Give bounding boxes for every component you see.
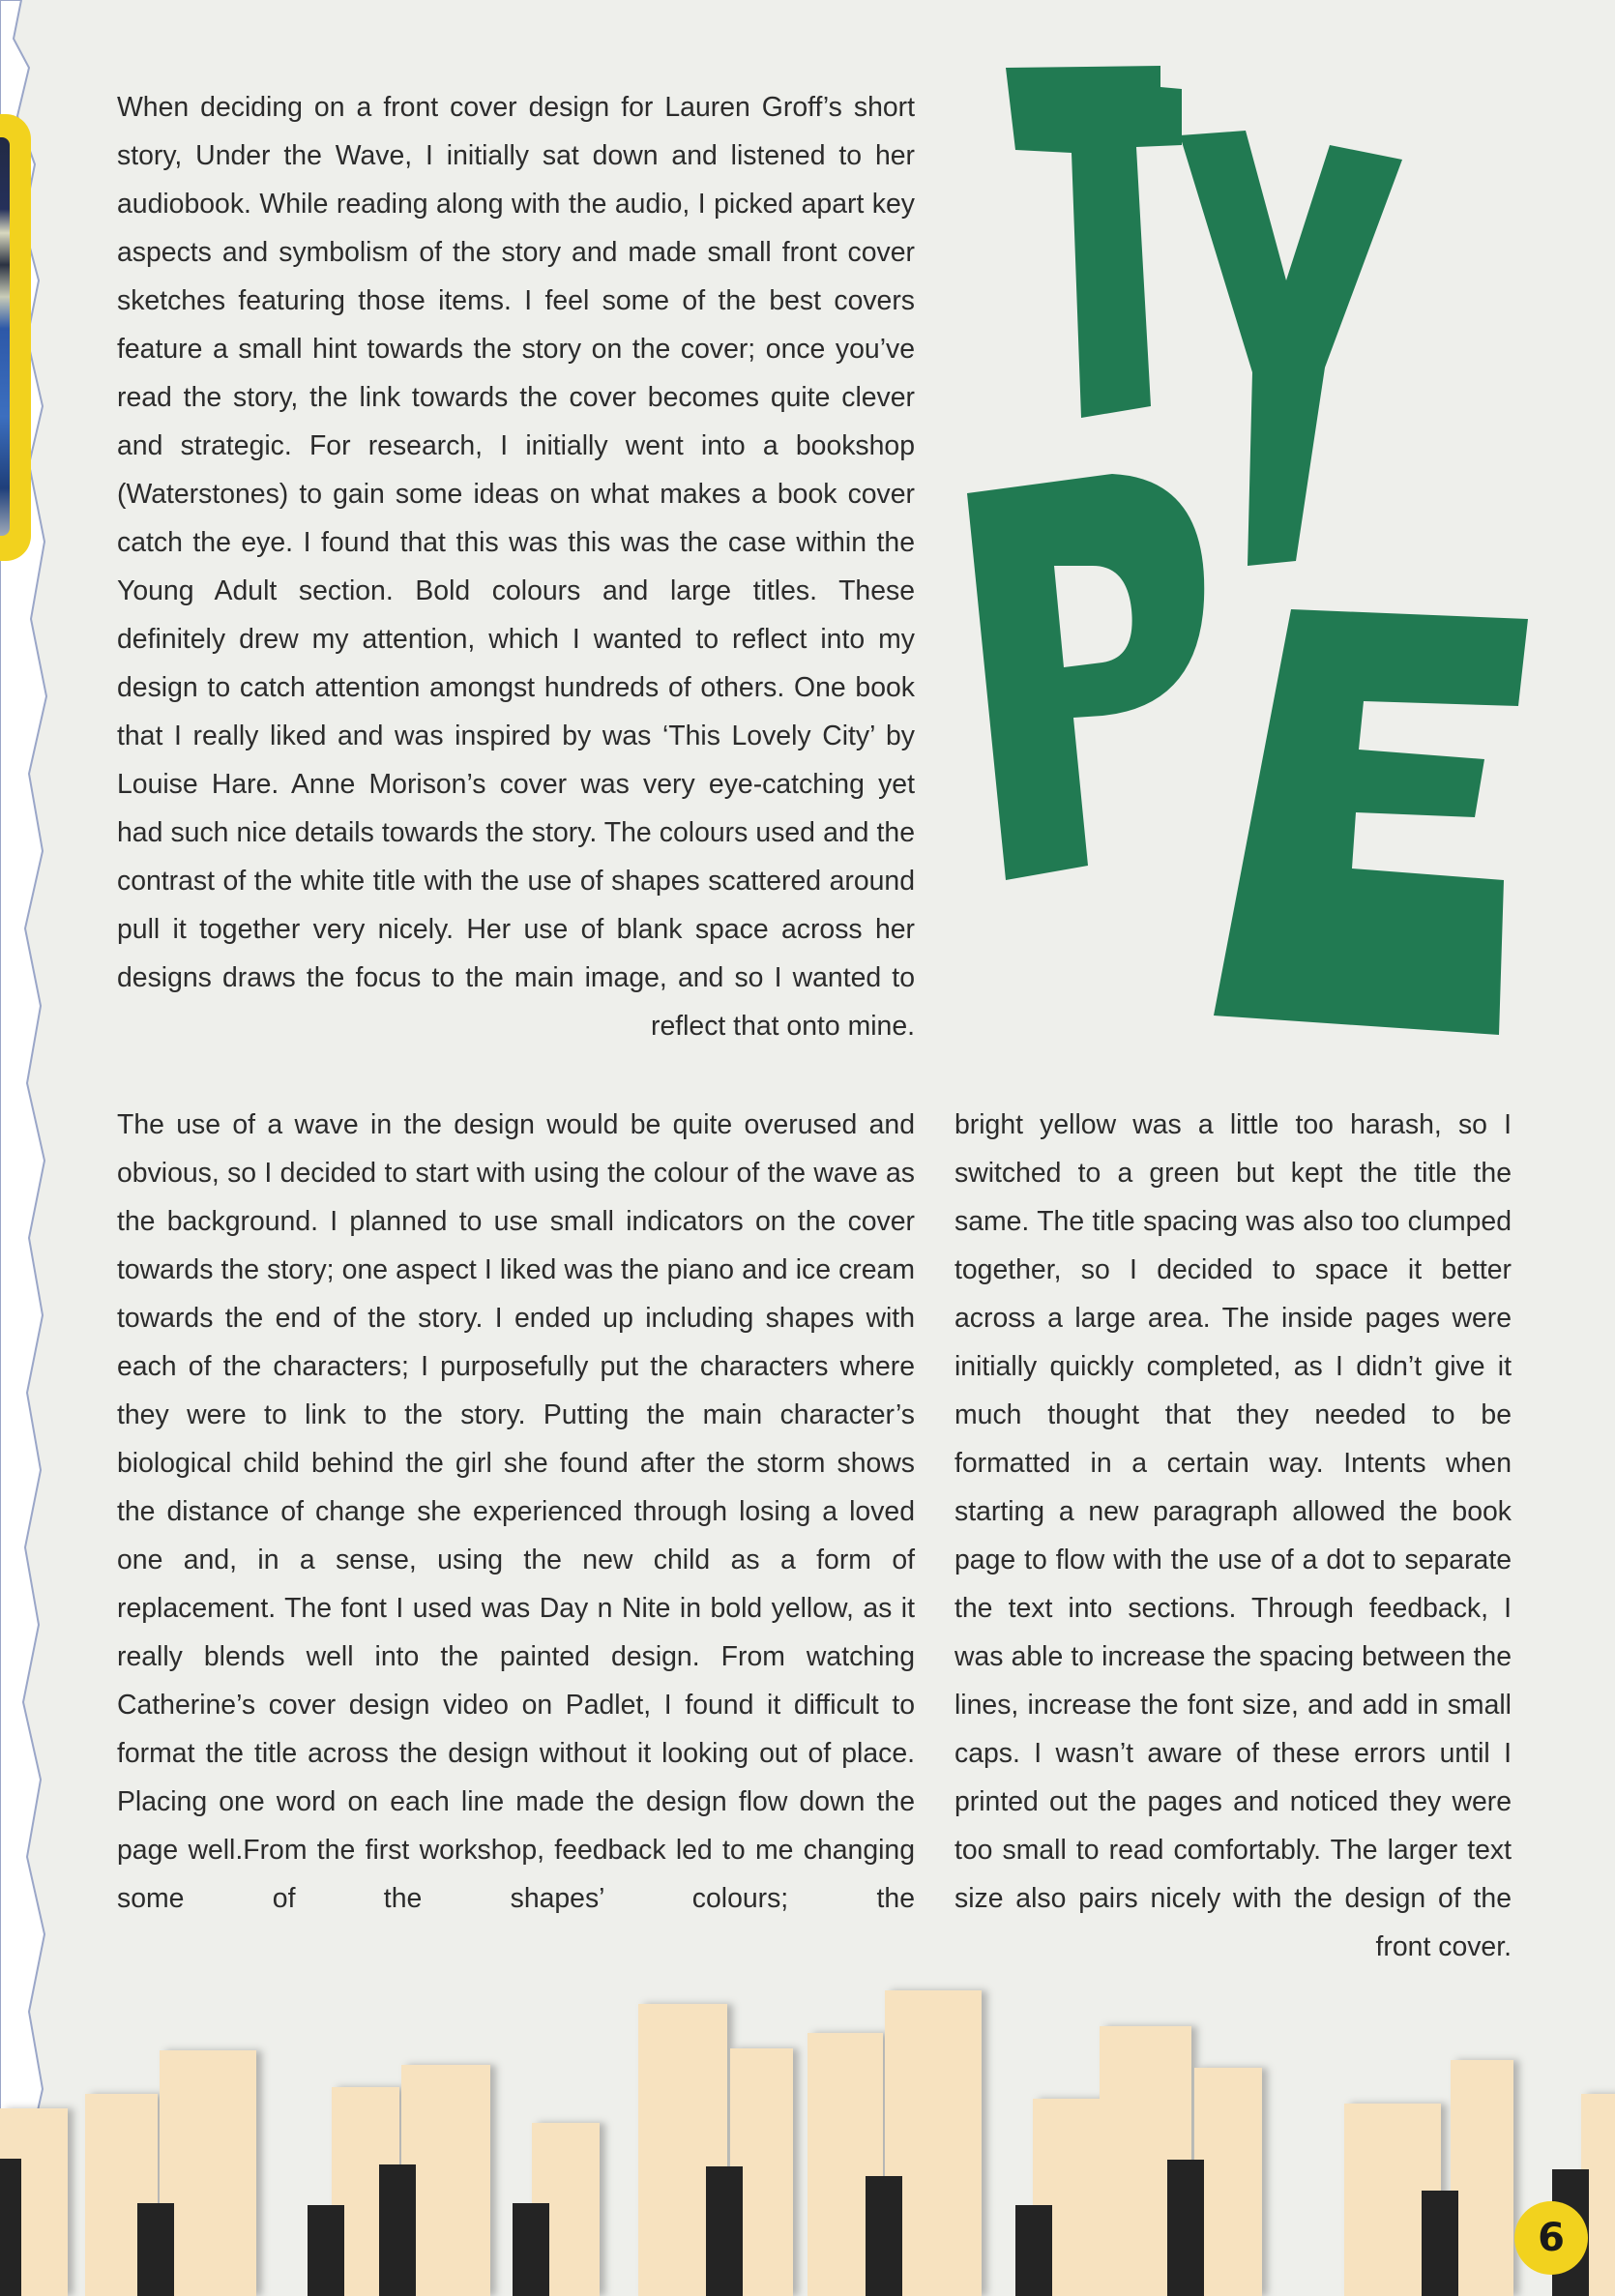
letter-p xyxy=(967,474,1204,880)
cover-thumbnail-strip xyxy=(0,137,10,536)
page-number-badge: 6 xyxy=(1514,2201,1588,2275)
letter-y xyxy=(1180,131,1402,566)
intro-paragraph: When deciding on a front cover design for Lauren Groff’s short story, Under the Wave, I initially sat down and listened to her audiobook. While reading along with the audio, I picked apart key aspects and symbolism of the story and made small front cover sketches featuring those items. I feel some of the best covers feature a small hint towards the story on the cover; once you’ve read the story, the link towards the cover becomes quite clever and strategic. For research, I initially went into a bookshop (Waterstones) to gain some ideas on what makes a book cover catch the eye. I found that this was this was the case within the Young Adult section. Bold colours and large titles. These definitely drew my attention, which I wanted to reflect into my design to catch attention amongst hundreds of others. One book that I really liked and was inspired by was ‘This Lovely City’ by Louise Hare. Anne Morison’s cover was very eye-catching yet had such nice details towards the story. The colours used and the contrast of the white title with the use of shapes scattered around pull it together very nicely. Her use of blank space across her designs draws the focus to the main image, and so I wanted to reflect that onto mine. xyxy=(117,92,915,1043)
letter-t xyxy=(1006,66,1182,418)
type-title-art xyxy=(957,39,1538,1054)
piano-keys-illustration xyxy=(0,1973,1615,2296)
yellow-cover-tab xyxy=(0,114,31,561)
body-paragraph-left: The use of a wave in the design would be quite overused and obvious, so I decided to start with using the colour of the wave as the background. I planned to use small indicators on the cover towards the story; one aspect I liked was the piano and ice cream towards the end of the story. I ended up including shapes with each of the characters; I purposefully put the characters where they were to link to the story. Putting the main character’s biological child behind the girl she found after the storm shows the distance of change she experienced through losing a loved one and, in a sense, using the new child as a form of replacement. The font I used was Day n Nite in bold yellow, as it really blends well into the painted design. From watching Catherine’s cover design video on Padlet, I found it difficult to format the title across the design without it looking out of place. Placing one word on each line made the design flow down the page well.From the first workshop, feedback led to me changing some of the shapes’ colours; the xyxy=(117,1109,915,1915)
letter-e xyxy=(1214,609,1528,1035)
body-paragraph-right: bright yellow was a little too harash, so I switched to a green but kept the title the same. The title spacing was also too clumped together, so I decided to space it better across a large area. The inside pages were initially quickly completed, as I didn’t give it much thought that they needed to be formatted in a certain way. Intents when starting a new paragraph allowed the book page to flow with the use of a dot to separate the text into sections. Through feedback, I was able to increase the spacing between the lines, increase the font size, and add in small caps. I wasn’t aware of these errors until I printed out the pages and noticed they were too small to read comfortably. The larger text size also pairs nicely with the design of the front cover. xyxy=(954,1109,1512,1963)
